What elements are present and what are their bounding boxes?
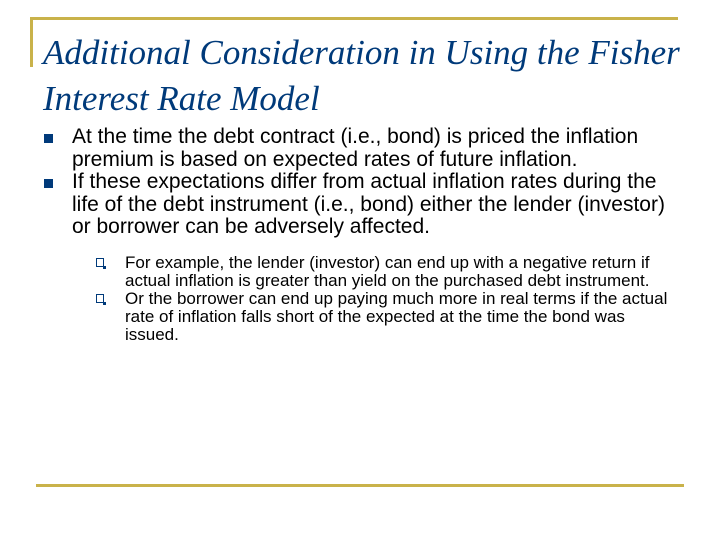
bullet-text: At the time the debt contract (i.e., bond) is priced the inflation premium is based on expected rates of future inflation.	[72, 125, 639, 171]
bullet-text: If these expectations differ from actual inflation rates during the life of the debt instrument (i.e., bond) either the lender (investor) or borrower can be adversely affected.	[72, 170, 665, 239]
square-bullet-icon	[44, 134, 53, 143]
bullet-item	[43, 171, 683, 344]
bullet-item	[43, 126, 683, 171]
sub-bullet-item	[96, 290, 683, 344]
left-border-line	[30, 17, 33, 67]
sub-bullet-list	[96, 254, 683, 344]
bullet-list	[43, 126, 683, 344]
square-bullet-icon	[44, 179, 53, 188]
slide-title: Additional Consideration in Using the Fisher Interest Rate Model	[43, 33, 680, 118]
hollow-square-bullet-icon	[96, 294, 104, 303]
sub-bullet-item	[96, 254, 683, 290]
bottom-border-line	[36, 484, 684, 487]
top-border-line	[30, 17, 678, 20]
sub-bullet-text: Or the borrower can end up paying much more in real terms if the actual rate of inflation falls short of the expected at the time the bond was issued.	[125, 289, 668, 345]
sub-bullet-text: For example, the lender (investor) can end up with a negative return if actual inflation is greater than yield on the purchased debt instrument.	[125, 252, 650, 291]
hollow-square-bullet-icon	[96, 258, 104, 267]
